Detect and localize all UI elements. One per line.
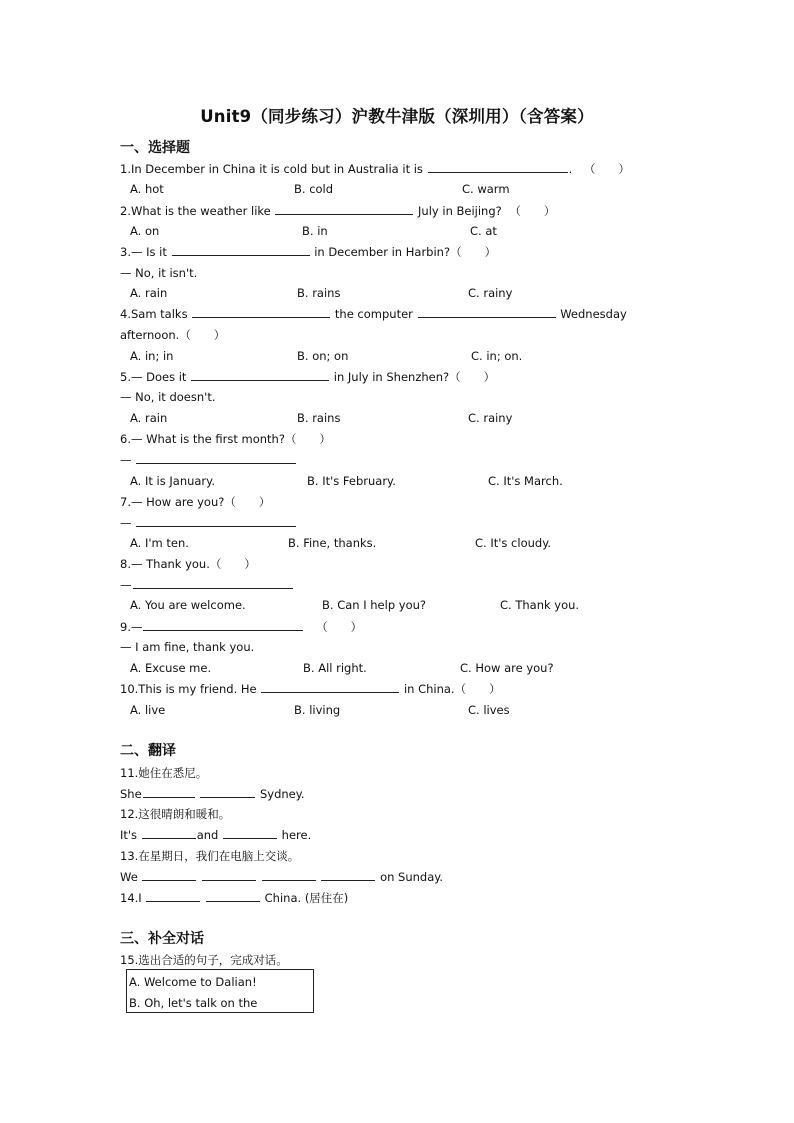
q4-post: Wednesday: [560, 307, 627, 321]
q5-answer-paren[interactable]: （ ）: [449, 370, 496, 384]
q4-option-a: A. in; in: [130, 349, 174, 363]
q9-option-a: A. Excuse me.: [130, 661, 212, 675]
q6-answer-paren[interactable]: （ ）: [284, 432, 331, 446]
q15-option-b: B. Oh, let's talk on the: [129, 996, 258, 1010]
q8-option-c: C. Thank you.: [500, 598, 580, 612]
q5-option-b: B. rains: [297, 411, 341, 425]
q2-option-a: A. on: [130, 224, 160, 238]
q14-s2: China. (居住在): [264, 891, 349, 905]
q7-option-b: B. Fine, thanks.: [288, 536, 377, 550]
q7-text: 7.— How are you?: [120, 495, 225, 509]
q15-chinese: 15.选出合适的句子，完成对话。: [120, 953, 288, 967]
q11-s2: Sydney.: [259, 787, 305, 801]
question-2: [120, 203, 555, 219]
q10-answer-paren[interactable]: （ ）: [454, 682, 501, 696]
q10-text: 10.This is my friend. He: [120, 682, 257, 696]
question-13: [120, 869, 443, 885]
q5-option-c: C. rainy: [468, 411, 513, 425]
q3-text: 3.— Is it: [120, 245, 167, 259]
q10-option-b: B. living: [294, 703, 341, 717]
q9-answer-paren[interactable]: （ ）: [316, 620, 363, 634]
question-11: [120, 786, 305, 802]
q4-text: 4.Sam talks: [120, 307, 188, 321]
q15-option-a: A. Welcome to Dalian!: [129, 975, 257, 989]
q12-s2: and: [196, 828, 219, 842]
q5-option-a: A. rain: [130, 411, 168, 425]
q8-answer-line: [120, 577, 294, 593]
q4-answer-paren[interactable]: （ ）: [179, 328, 226, 342]
q3-post: in December in Harbin?: [314, 245, 451, 259]
section-heading-dialogue: 三、补全对话: [120, 931, 204, 947]
q12-blank-1[interactable]: [142, 827, 196, 839]
q8-option-a: A. You are welcome.: [130, 598, 246, 612]
q3-blank[interactable]: [172, 244, 310, 256]
q3-option-c: C. rainy: [468, 286, 513, 300]
q12-s1: It's: [120, 828, 138, 842]
q1-option-c: C. warm: [462, 182, 510, 196]
q8-answer-paren[interactable]: （ ）: [209, 557, 256, 571]
q1-option-a: A. hot: [130, 182, 164, 196]
q2-blank[interactable]: [275, 203, 413, 215]
q1-option-b: B. cold: [294, 182, 334, 196]
q4-blank-1[interactable]: [192, 306, 330, 318]
q5-text: 5.— Does it: [120, 370, 187, 384]
q5-reply: — No, it doesn't.: [120, 390, 216, 404]
q13-chinese: 13.在星期日，我们在电脑上交谈。: [120, 849, 300, 863]
q3-reply: — No, it isn't.: [120, 266, 198, 280]
question-8: [120, 556, 256, 572]
question-4-cont: [120, 327, 225, 343]
q4-blank-2[interactable]: [418, 306, 556, 318]
q1-answer-paren[interactable]: （ ）: [583, 162, 630, 176]
question-14: [120, 890, 348, 906]
q6-answer-line: [120, 452, 297, 468]
question-10: [120, 681, 501, 697]
q9-reply: — I am fine, thank you.: [120, 640, 255, 654]
q8-option-b: B. Can I help you?: [322, 598, 427, 612]
q14-s1: 14.I: [120, 891, 142, 905]
q9-blank[interactable]: [143, 619, 303, 631]
question-6: [120, 431, 331, 447]
q7-option-a: A. I'm ten.: [130, 536, 189, 550]
q8-blank[interactable]: [133, 577, 293, 589]
question-4: [120, 306, 627, 322]
q5-post: in July in Shenzhen?: [333, 370, 450, 384]
q2-option-b: B. in: [302, 224, 328, 238]
question-7: [120, 494, 270, 510]
question-5: [120, 369, 495, 385]
q13-blank-3[interactable]: [262, 869, 316, 881]
q4-option-b: B. on; on: [297, 349, 349, 363]
section-heading-translation: 二、翻译: [120, 743, 176, 759]
q6-dash: —: [120, 453, 132, 467]
question-3: [120, 244, 496, 260]
q8-dash: —: [120, 578, 132, 592]
q9-text: 9.—: [120, 620, 143, 634]
question-1: [120, 161, 630, 177]
q6-option-a: A. It is January.: [130, 474, 215, 488]
q11-chinese: 11.她住在悉尼。: [120, 766, 208, 780]
q4-mid: the computer: [334, 307, 413, 321]
q9-option-b: B. All right.: [303, 661, 367, 675]
q13-blank-4[interactable]: [321, 869, 375, 881]
q6-option-c: C. It's March.: [488, 474, 563, 488]
q1-text: 1.In December in China it is cold but in Australia it is: [120, 162, 423, 176]
q3-option-a: A. rain: [130, 286, 168, 300]
q2-answer-paren[interactable]: （ ）: [509, 204, 556, 218]
q12-chinese: 12.这很晴朗和暖和。: [120, 807, 231, 821]
q13-blank-1[interactable]: [142, 869, 196, 881]
q1-blank[interactable]: [428, 161, 568, 173]
q6-text: 6.— What is the first month?: [120, 432, 285, 446]
q2-post: July in Beijing?: [418, 204, 502, 218]
q8-text: 8.— Thank you.: [120, 557, 210, 571]
q10-option-a: A. live: [130, 703, 166, 717]
q14-blank-1[interactable]: [146, 890, 200, 902]
q10-blank[interactable]: [261, 681, 399, 693]
q7-answer-paren[interactable]: （ ）: [224, 495, 271, 509]
q13-s2: on Sunday.: [380, 870, 444, 884]
q13-blank-2[interactable]: [202, 869, 256, 881]
page-title: Unit9（同步练习）沪教牛津版（深圳用）（含答案）: [200, 107, 594, 126]
question-9: [120, 619, 362, 635]
q12-blank-2[interactable]: [223, 827, 277, 839]
section-heading-choice: 一、选择题: [120, 140, 190, 156]
q12-s3: here.: [281, 828, 312, 842]
q7-answer-line: [120, 515, 297, 531]
q11-blank-1[interactable]: [143, 786, 195, 798]
question-12: [120, 827, 311, 843]
q5-blank[interactable]: [191, 369, 329, 381]
q4-option-c: C. in; on.: [471, 349, 523, 363]
q11-s1: She: [120, 787, 142, 801]
q3-answer-paren[interactable]: （ ）: [450, 245, 497, 259]
q1-post: .: [568, 162, 573, 176]
q15-options-box: [126, 969, 314, 1013]
q7-option-c: C. It's cloudy.: [475, 536, 552, 550]
q9-option-c: C. How are you?: [460, 661, 554, 675]
q3-option-b: B. rains: [297, 286, 341, 300]
q7-dash: —: [120, 516, 132, 530]
q6-blank[interactable]: [136, 452, 296, 464]
q6-option-b: B. It's February.: [307, 474, 396, 488]
q14-blank-2[interactable]: [206, 890, 260, 902]
q11-blank-2[interactable]: [200, 786, 255, 798]
q7-blank[interactable]: [136, 515, 296, 527]
q4-cont: afternoon.: [120, 328, 180, 342]
q10-post: in China.: [403, 682, 455, 696]
q2-text: 2.What is the weather like: [120, 204, 271, 218]
q2-option-c: C. at: [470, 224, 497, 238]
q10-option-c: C. lives: [468, 703, 510, 717]
q13-s1: We: [120, 870, 138, 884]
